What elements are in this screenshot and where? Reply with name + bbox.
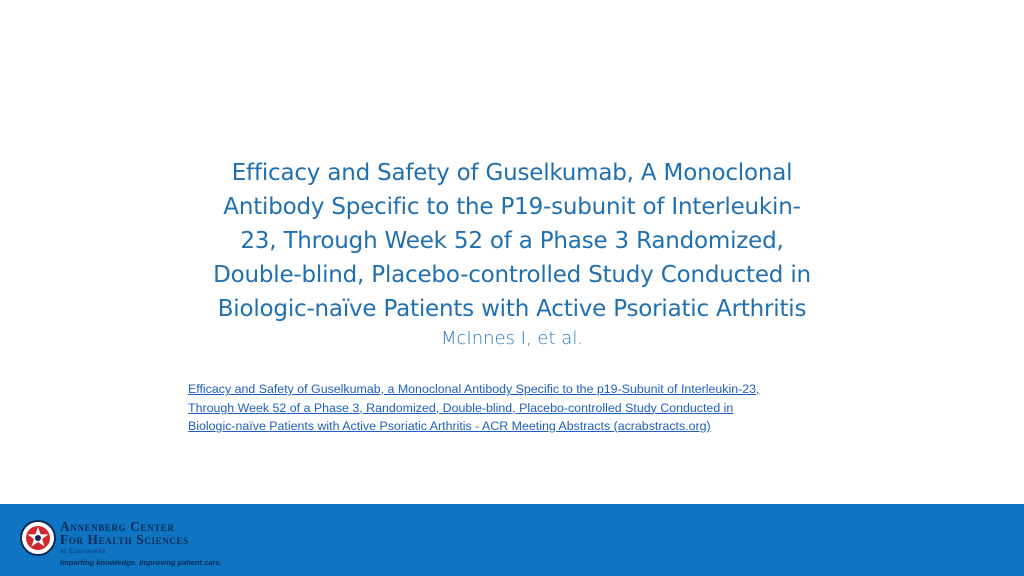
slide-title-line: Efficacy and Safety of Guselkumab, A Monoclonal — [231, 160, 793, 186]
authors: McInnes I, et al. — [440, 328, 584, 349]
reference-link-line[interactable]: Through Week 52 of a Phase 3, Randomized, Double-blind, Placebo-controlled Study Conducted in — [188, 400, 734, 415]
annenberg-logo — [20, 516, 310, 572]
slide-title-line: Double-blind, Placebo-controlled Study Conducted in — [213, 262, 811, 288]
logo-line-1: Annenberg Center — [60, 519, 175, 534]
logo-line-3: at Eisenhower — [60, 546, 106, 555]
slide-title — [180, 156, 844, 326]
slide-title-line: 23, Through Week 52 of a Phase 3 Randomized, — [240, 228, 784, 254]
title-block — [180, 156, 844, 349]
logo-line-2: For Health Sciences — [60, 532, 189, 547]
reference-link-line[interactable]: Biologic-naïve Patients with Active Psoriatic Arthritis - ACR Meeting Abstracts (acrabstracts.org) — [188, 419, 711, 433]
logo-wordmark — [60, 520, 189, 555]
slide-title-line: Biologic-naïve Patients with Active Psoriatic Arthritis — [217, 296, 807, 322]
star-emblem-icon — [20, 520, 56, 556]
slide-title-line: Antibody Specific to the P19-subunit of Interleukin- — [223, 194, 801, 220]
logo-tagline: Imparting knowledge. Improving patient care. — [60, 558, 222, 567]
reference-link-line[interactable]: Efficacy and Safety of Guselkumab, a Monoclonal Antibody Specific to the p19-Subunit of Interleukin-23, — [188, 382, 760, 396]
reference-link[interactable] — [188, 380, 848, 436]
